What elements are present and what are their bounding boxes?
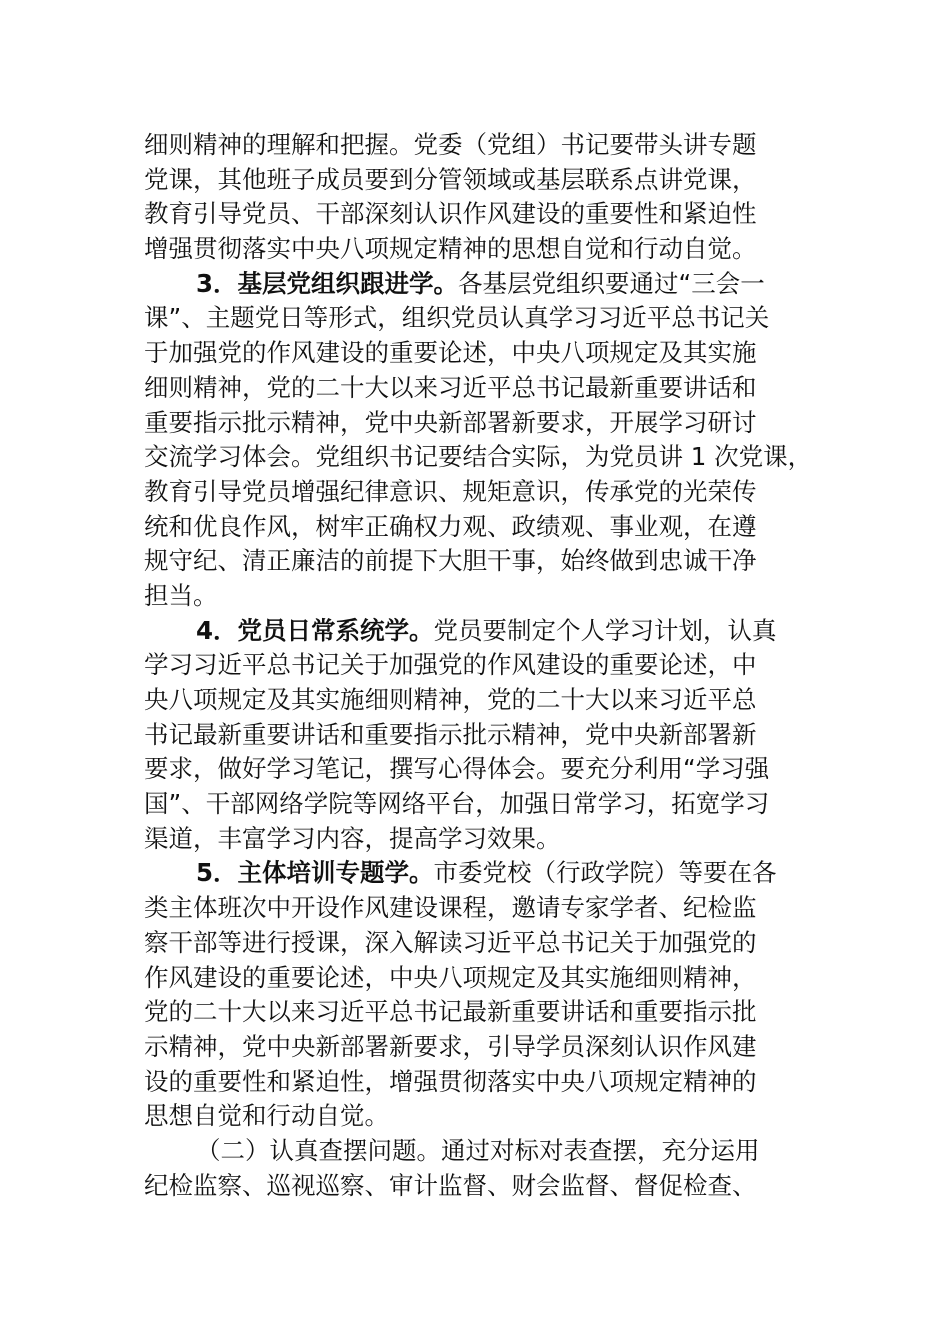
line-text: 类主体班次中开设作风建设课程，邀请专家学者、纪检监 (144, 893, 757, 923)
line-text: 党课，其他班子成员要到分管领域或基层联系点讲党课， (144, 164, 757, 194)
line-text: 课”、主题党日等形式，组织党员认真学习习近平总书记关 (144, 303, 770, 333)
text-line (144, 752, 824, 787)
section-heading-line (144, 267, 824, 302)
line-text: 央八项规定及其实施细则精神，党的二十大以来习近平总 (144, 685, 757, 714)
line-text: 要求，做好学习笔记，撰写心得体会。要充分利用“学习强 (144, 754, 770, 784)
text-line (144, 961, 824, 996)
text-line (144, 371, 824, 406)
text-line (144, 1169, 824, 1204)
line-text: 细则精神，党的二十大以来习近平总书记最新重要讲话和 (144, 372, 757, 402)
line-text: 于加强党的作风建设的重要论述，中央八项规定及其实施 (144, 338, 757, 368)
text-line (144, 822, 824, 857)
line-text: 思想自觉和行动自觉。 (144, 1101, 389, 1131)
line-text: 纪检监察、巡视巡察、审计监督、财会监督、督促检查、 (144, 1170, 757, 1200)
section-heading: 3．基层党组织跟进学。 (196, 268, 459, 298)
text-line (144, 995, 824, 1030)
text-line (144, 163, 824, 198)
text-line (144, 926, 824, 961)
text-line (144, 232, 824, 267)
line-text: 教育引导党员、干部深刻认识作风建设的重要性和紧迫性 (144, 199, 757, 229)
line-text: 担当。 (144, 580, 218, 610)
text-line (144, 1134, 824, 1169)
text-line (144, 440, 824, 475)
text-line (144, 197, 824, 232)
line-text: 作风建设的重要论述，中央八项规定及其实施细则精神， (144, 962, 757, 992)
line-text: 市委党校（行政学院）等要在各 (433, 858, 777, 888)
text-line (144, 1030, 824, 1065)
line-text: 各基层党组织要通过“三会一 (458, 268, 765, 298)
text-line (144, 648, 824, 683)
line-text: 国”、干部网络学院等网络平台，加强日常学习，拓宽学习 (144, 789, 770, 819)
text-line (144, 683, 824, 718)
text-line (144, 1099, 824, 1134)
line-text: 教育引导党员增强纪律意识、规矩意识，传承党的光荣传 (144, 476, 757, 506)
line-text: 党的二十大以来习近平总书记最新重要讲话和重要指示批 (144, 997, 757, 1027)
section-heading-line (144, 856, 824, 891)
text-line (144, 406, 824, 441)
text-line (144, 475, 824, 510)
section-heading-line (144, 614, 824, 649)
line-text: 书记最新重要讲话和重要指示批示精神，党中央新部署新 (144, 719, 757, 749)
line-text: 细则精神的理解和把握。党委（党组）书记要带头讲专题 (144, 130, 757, 159)
line-text: 统和优良作风，树牢正确权力观、政绩观、事业观，在遵 (144, 511, 757, 541)
line-text: 重要指示批示精神，党中央新部署新要求，开展学习研讨 (144, 407, 757, 437)
line-text: 增强贯彻落实中央八项规定精神的思想自觉和行动自觉。 (144, 234, 757, 264)
text-line (144, 128, 824, 163)
text-line (144, 336, 824, 371)
line-text: 渠道，丰富学习内容，提高学习效果。 (144, 823, 561, 853)
line-text: 规守纪、清正廉洁的前提下大胆干事，始终做到忠诚干净 (144, 546, 757, 576)
line-text: 示精神，党中央新部署新要求，引导学员深刻认识作风建 (144, 1031, 757, 1061)
section-heading: 4．党员日常系统学。 (196, 615, 434, 645)
text-line (144, 544, 824, 579)
text-line (144, 301, 824, 336)
text-line (144, 718, 824, 753)
text-line (144, 510, 824, 545)
line-text: 设的重要性和紧迫性，增强贯彻落实中央八项规定精神的 (144, 1066, 757, 1096)
text-line (144, 579, 824, 614)
line-text: 察干部等进行授课，深入解读习近平总书记关于加强党的 (144, 927, 757, 957)
line-text: 学习习近平总书记关于加强党的作风建设的重要论述，中 (144, 650, 757, 680)
section-heading: 5．主体培训专题学。 (196, 858, 434, 888)
line-text: 党员要制定个人学习计划，认真 (433, 615, 777, 645)
line-text: 交流学习体会。党组织书记要结合实际，为党员讲 1 次党课， (144, 442, 813, 472)
body-text (144, 128, 824, 1203)
text-line (144, 787, 824, 822)
text-line (144, 1065, 824, 1100)
line-text: （二）认真查摆问题。通过对标对表查摆，充分运用 (196, 1135, 760, 1165)
text-line (144, 891, 824, 926)
